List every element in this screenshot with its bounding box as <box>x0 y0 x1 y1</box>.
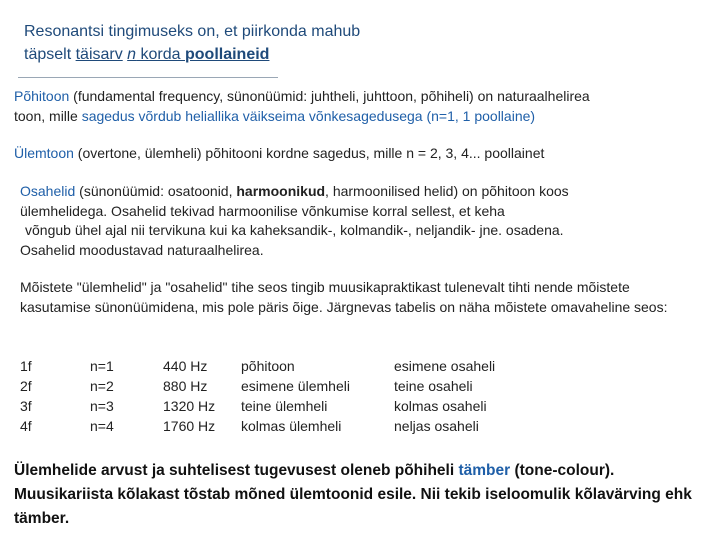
table-cell: n=4 <box>90 418 114 434</box>
fundamental-desc: (fundamental frequency, sünonüümid: juhtheli, juhttoon, põhiheli) on naturaalhelirea <box>69 88 590 104</box>
partials-text: (sünonüümid: osatoonid, <box>75 183 237 199</box>
table-cell: kolmas ülemheli <box>241 418 342 434</box>
table-cell: n=2 <box>90 378 114 394</box>
table-cell: 1f <box>20 358 32 374</box>
table-row <box>20 376 495 396</box>
table-cell: 4f <box>20 418 32 434</box>
relation-paragraph: Mõistete "ülemhelid" ja "osahelid" tihe seos tingib muusikapraktikast tulenevalt tihti nende mõistete kasutamise sünonüümidena, mis pole päris õige. Järgnevas tabelis on näha mõistete omavaheline seos: <box>20 279 668 315</box>
title-line-2 <box>24 43 684 66</box>
half-waves-term: poollaineid <box>185 46 270 63</box>
table-cell: 3f <box>20 398 32 414</box>
fundamental-frequency-note: sagedus võrdub heliallika väikseima võnkesagedusega (n=1, 1 poollaine) <box>81 107 536 124</box>
partials-line-4: Osahelid moodustavad naturaalhelirea. <box>20 241 264 258</box>
title-underline <box>18 77 278 78</box>
table-row <box>20 356 495 376</box>
table-row <box>20 416 495 436</box>
fundamental-term: Põhitoon <box>14 88 70 104</box>
table-cell: 1320 Hz <box>163 398 216 414</box>
fundamental-desc-2: toon, mille <box>14 107 82 124</box>
table-cell: 440 Hz <box>163 358 208 374</box>
table-cell: teine osaheli <box>394 378 473 394</box>
overtone-term: Ülemtoon <box>14 145 74 161</box>
fundamental-definition <box>14 87 704 126</box>
partials-text-b: , harmoonilised helid) on põhitoon koos <box>325 183 569 199</box>
table-cell: neljas osaheli <box>394 418 479 434</box>
n-variable: n <box>127 46 137 63</box>
tones-table <box>20 356 495 436</box>
table-cell: 1760 Hz <box>163 418 216 434</box>
table-row <box>20 396 495 416</box>
integer-term: täisarv <box>75 46 123 63</box>
partials-line-2: ülemhelidega. Osahelid tekivad harmoonilise võnkumise korral sellest, et keha <box>20 202 505 219</box>
harmonics-term: harmoonikud <box>236 183 326 199</box>
table-cell: kolmas osaheli <box>394 398 487 414</box>
title-line-1: Resonantsi tingimuseks on, et piirkonda mahub <box>24 23 361 40</box>
partials-definition <box>20 182 700 260</box>
timbre-text-b: (tone-colour). Muusikariista kõlakast tõstab mõned ülemtoonid esile. Nii tekib iseloomulik kõlavärving ehk tämber. <box>14 462 692 527</box>
table-cell: teine ülemheli <box>241 398 328 414</box>
times-text: korda <box>136 46 185 63</box>
partials-term: Osahelid <box>20 183 76 199</box>
overtone-definition <box>14 144 704 164</box>
table-cell: esimene ülemheli <box>241 378 350 394</box>
timbre-text-a: Ülemhelide arvust ja suhtelisest tugevusest oleneb põhiheli <box>14 462 459 479</box>
table-cell: n=1 <box>90 358 114 374</box>
table-cell: esimene osaheli <box>394 358 496 374</box>
table-cell: 2f <box>20 378 32 394</box>
overtone-desc: (overtone, ülemheli) põhitooni kordne sagedus, mille n = 2, 3, 4... poollainet <box>73 145 545 161</box>
partials-line-3: võngub ühel ajal nii tervikuna kui ka kaheksandik-, kolmandik-, neljandik- jne. osadena. <box>25 222 564 238</box>
table-cell: põhitoon <box>241 358 295 374</box>
timbre-paragraph <box>14 459 714 531</box>
table-cell: n=3 <box>90 398 114 414</box>
table-cell: 880 Hz <box>163 378 208 394</box>
timbre-term: tämber <box>458 462 511 479</box>
title-text: täpselt <box>24 46 76 63</box>
slide-title <box>24 20 684 66</box>
